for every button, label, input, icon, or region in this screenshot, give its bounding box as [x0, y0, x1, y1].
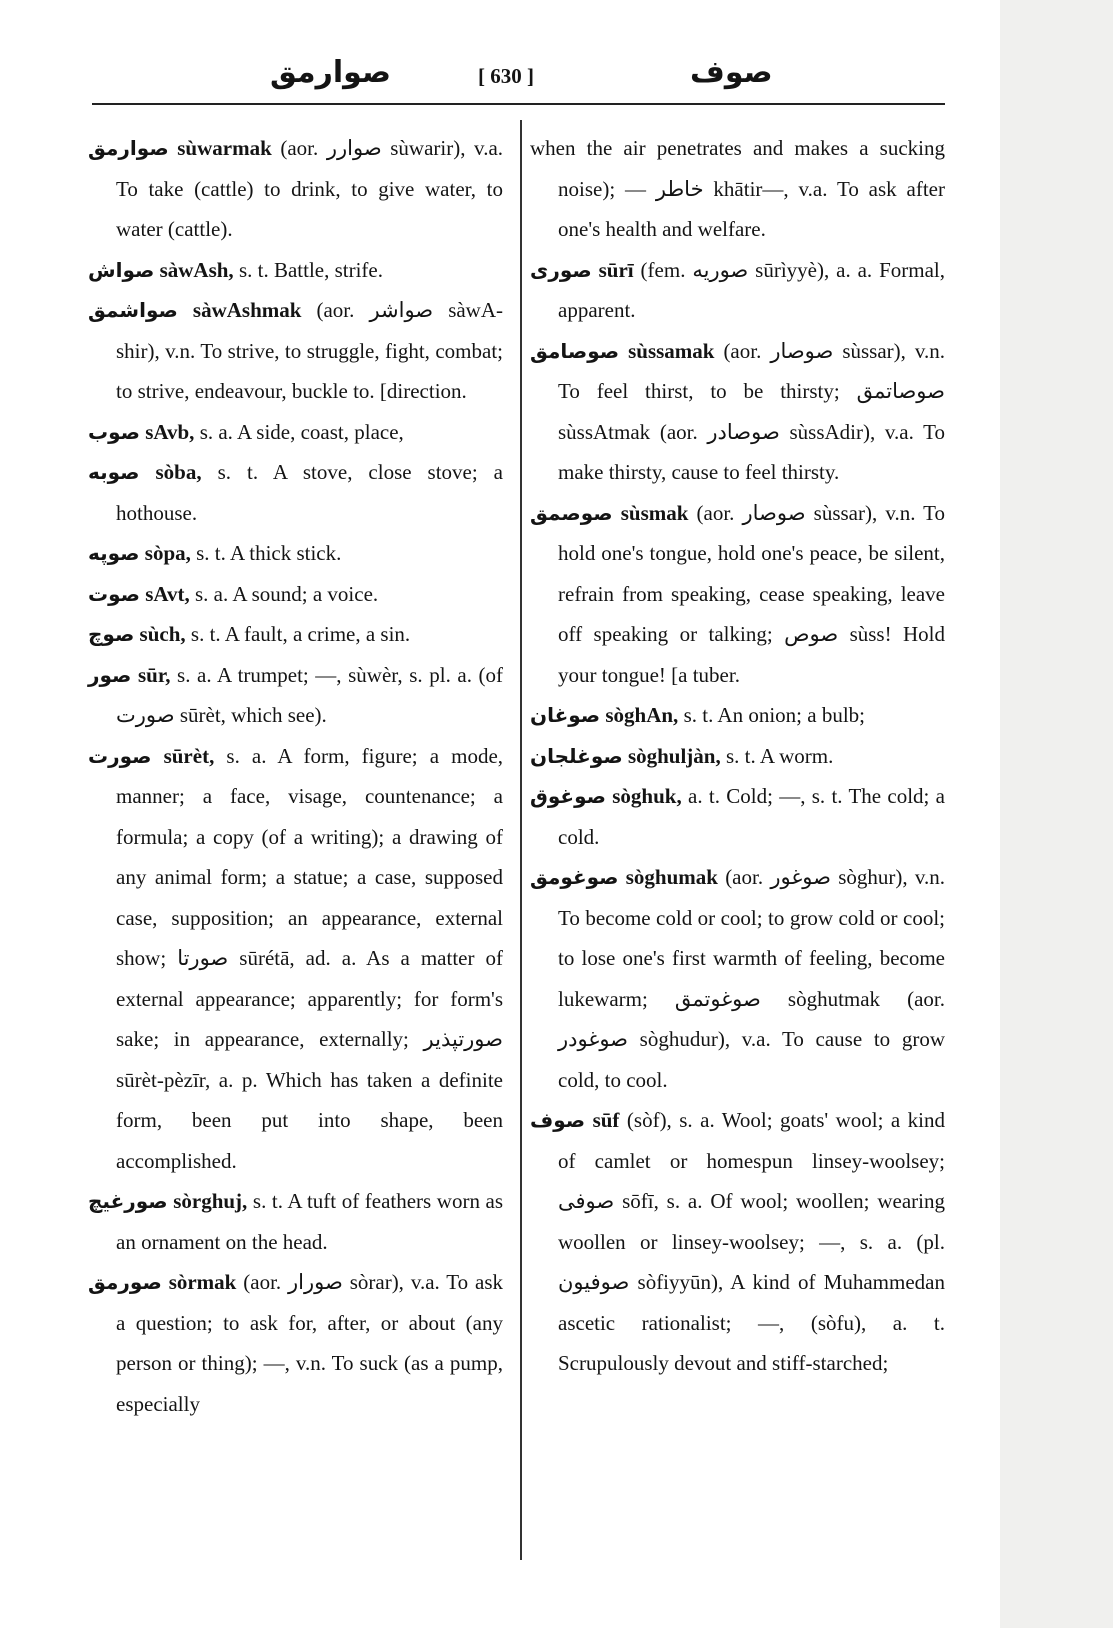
- entry-arabic: صواشمق: [88, 298, 178, 322]
- running-head-left: صوارمق: [270, 55, 391, 90]
- entry-definition: s. a. A sound; a voice.: [195, 581, 379, 606]
- dictionary-entry: [530, 776, 945, 857]
- column-divider: [520, 120, 522, 1560]
- entry-headword: sòpa,: [144, 541, 191, 565]
- entry-headword: sùch,: [139, 622, 186, 646]
- dictionary-entry: [530, 736, 945, 777]
- entry-definition: when the air penetrates and makes a sucking noise); — خاطر khātir—, v.a. To ask after one's health and welfare.: [530, 136, 945, 241]
- dictionary-entry: [88, 1262, 503, 1424]
- entry-headword: sūf: [592, 1108, 620, 1132]
- entry-arabic: صوب: [88, 419, 140, 444]
- dictionary-entry: [530, 857, 945, 1100]
- dictionary-entry: [88, 250, 503, 291]
- entry-definition: s. t. An onion; a bulb;: [683, 703, 865, 727]
- entry-headword: sòghumak: [625, 865, 718, 889]
- entry-headword: sūr,: [137, 662, 171, 687]
- entry-arabic: صوپه: [88, 541, 140, 565]
- entry-headword: sòrghuj,: [173, 1189, 248, 1213]
- entry-definition: (aor. صورار sòrar), v.a. To ask a question; to ask for, after, or about (any person or thing); —, v.n. To suck (as a pump, especially: [116, 1270, 504, 1416]
- dictionary-entry: [530, 331, 945, 493]
- entry-definition: s. t. A tuft of feathers worn as an ornament on the head.: [116, 1189, 504, 1254]
- entry-headword: sòghuljàn,: [627, 743, 721, 768]
- dictionary-entry: [88, 452, 503, 533]
- right-column: [530, 128, 945, 1384]
- dictionary-entry: [88, 1181, 503, 1262]
- dictionary-entry: [530, 695, 945, 736]
- entry-definition: s. t. A worm.: [725, 743, 834, 768]
- entry-arabic: صوصمق: [530, 500, 613, 525]
- entry-headword: sòghuk,: [612, 784, 682, 808]
- entry-headword: sòghAn,: [605, 703, 679, 727]
- entry-definition: (aor. صوصار sùssar), v.n. To hold one's tongue, hold one's peace, be silent, refrain from speaking, cease speaking, leave off speaking or talking; صوص sùss! Hold your tongue! [a tuber.: [558, 500, 946, 687]
- dictionary-entry: [88, 655, 503, 736]
- entry-definition: s. t. A stove, close stove; a hothouse.: [116, 460, 504, 525]
- entry-definition: (aor. صواشر sàwA-shir), v.n. To strive, to struggle, fight, combat; to strive, endeavour, buckle to. [direction.: [116, 298, 504, 403]
- entry-headword: sòba,: [155, 460, 202, 484]
- entry-headword: sùsmak: [620, 500, 689, 525]
- dictionary-entry: [88, 128, 503, 250]
- dictionary-entry: [88, 290, 503, 412]
- entry-definition: s. a. A form, figure; a mode, manner; a face, visage, countenance; a formula; a copy (of a writing); a drawing of any animal form; a statue; a case, supposed case, supposition; an appearance, external show; صورتا sūrétā, ad. a. As a matter of external appearance; apparently; for form's sake; in appearance, externally; صورتپذير sūrèt-pèzīr, a. p. Which has taken a definite form, been put into shape, been accomplished.: [116, 743, 504, 1173]
- entry-arabic: صوبه: [88, 460, 140, 484]
- entry-arabic: صوچ: [88, 622, 135, 646]
- dictionary-entry: [530, 128, 945, 250]
- entry-definition: s. t. A fault, a crime, a sin.: [190, 622, 411, 646]
- dictionary-entry: [88, 574, 503, 615]
- running-head-right: صوف: [690, 55, 773, 90]
- entry-headword: sùwarmak: [177, 136, 272, 160]
- entry-definition: (fem. صوريه sūrìyyè), a. a. Formal, apparent.: [558, 257, 945, 322]
- page-number: [ 630 ]: [478, 64, 534, 88]
- entry-definition: (aor. صوغور sòghur), v.n. To become cold or cool; to grow cold or cool; to lose one's first warmth of feeling, become lukewarm; صوغوتمق sòghutmak (aor. صوغودر sòghudur), v.a. To cause to grow cold, to cool.: [558, 865, 946, 1092]
- entry-definition: s. a. A side, coast, place,: [199, 419, 404, 444]
- dictionary-entry: [88, 412, 503, 453]
- entry-arabic: صوغوق: [530, 784, 606, 808]
- left-column: [88, 128, 503, 1424]
- entry-definition: (sòf), s. a. Wool; goats' wool; a kind of camlet or homespun linsey-woolsey; صوفى sōfī, s. a. Of wool; woollen; wearing woollen or linsey-woolsey; —, s. a. (pl. صوفيون sòfiyyūn), A kind of Muhammedan ascetic rationalist; —, (sòfu), a. t. Scrupulously devout and stiff-starched;: [558, 1108, 946, 1375]
- entry-arabic: صوصامق: [530, 338, 620, 363]
- entry-arabic: صورت: [88, 743, 152, 768]
- entry-definition: (aor. صوصار sùssar), v.n. To feel thirst, to be thirsty; صوصاتمق sùssAtmak (aor. صوصادر sùssAdir), v.a. To make thirsty, cause to feel thirsty.: [558, 338, 946, 484]
- page-margin-strip: [1000, 0, 1113, 1628]
- dictionary-entry: [530, 1100, 945, 1384]
- entry-arabic: صواش: [88, 257, 155, 282]
- header-rule: [92, 103, 945, 105]
- dictionary-entry: [88, 533, 503, 574]
- entry-definition: s. t. A thick stick.: [196, 541, 342, 565]
- entry-definition: s. t. Battle, strife.: [238, 257, 383, 282]
- entry-definition: (aor. صوارر sùwarir), v.a. To take (cattle) to drink, to give water, to water (cattle).: [116, 136, 504, 241]
- entry-arabic: صوغومق: [530, 865, 619, 889]
- dictionary-entry: [530, 250, 945, 331]
- entry-headword: sòrmak: [168, 1270, 237, 1294]
- entry-headword: sūrèt,: [163, 743, 215, 768]
- entry-arabic: صورى: [530, 257, 592, 282]
- entry-headword: sàwAsh,: [159, 257, 234, 282]
- entry-headword: sàwAshmak: [192, 298, 302, 322]
- dictionary-entry: [530, 493, 945, 696]
- dictionary-entry: [88, 736, 503, 1182]
- entry-arabic: صوف: [530, 1108, 586, 1132]
- entry-arabic: صورغيچ: [88, 1189, 168, 1213]
- entry-arabic: صوارمق: [88, 136, 169, 160]
- dictionary-entry: [88, 614, 503, 655]
- entry-definition: a. t. Cold; —, s. t. The cold; a cold.: [558, 784, 946, 849]
- entry-headword: sAvb,: [145, 419, 195, 444]
- entry-definition: s. a. A trumpet; —, sùwèr, s. pl. a. (of صورت sūrèt, which see).: [116, 662, 504, 727]
- entry-headword: sùssamak: [628, 338, 715, 363]
- entry-arabic: صوغلجان: [530, 743, 623, 768]
- entry-arabic: صور: [88, 662, 132, 687]
- entry-arabic: صورمق: [88, 1270, 162, 1294]
- entry-headword: sūrī: [598, 257, 634, 282]
- entry-headword: sAvt,: [145, 581, 190, 606]
- entry-arabic: صوغان: [530, 703, 601, 727]
- entry-arabic: صوت: [88, 581, 140, 606]
